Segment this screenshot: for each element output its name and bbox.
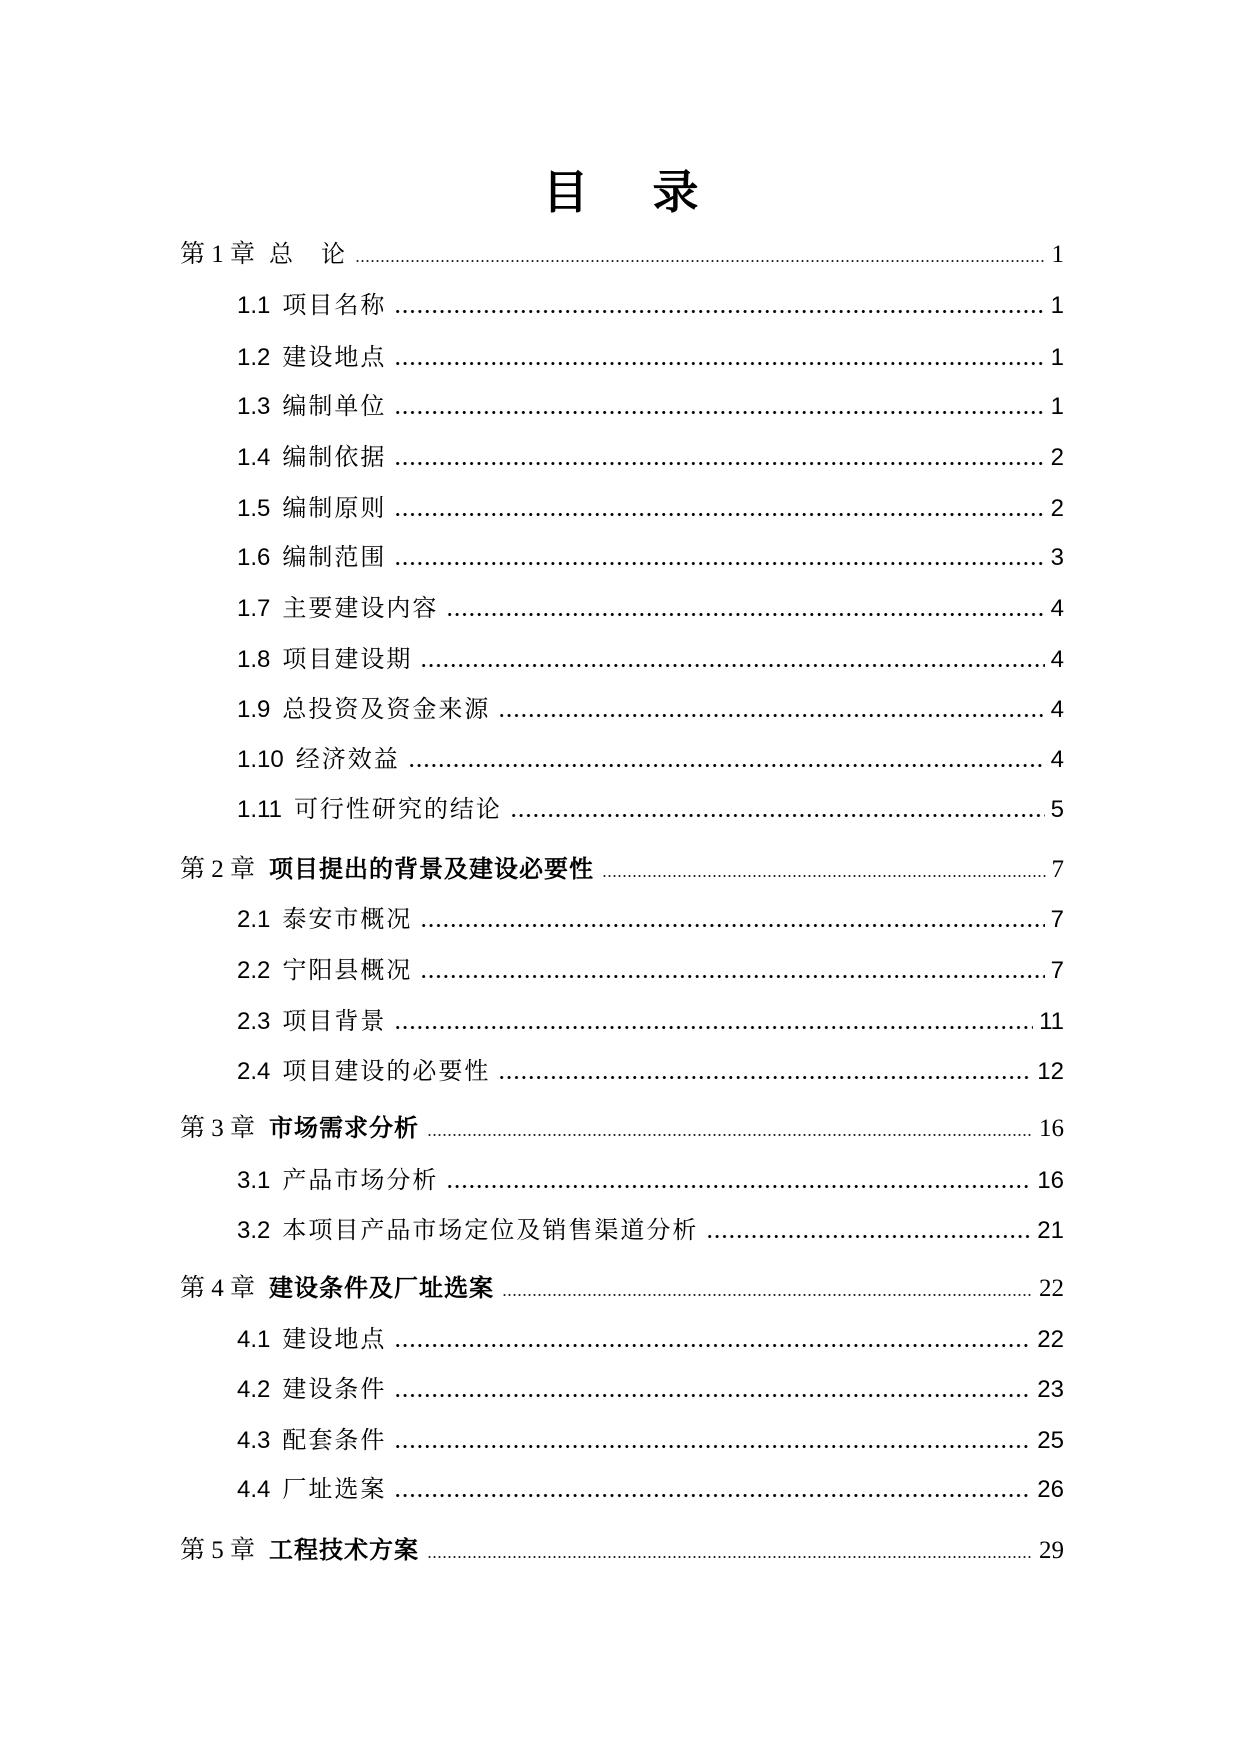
toc-section-row (237, 1424, 1064, 1458)
page-number: 1 (1050, 393, 1064, 420)
section-title: 宁阳县概况 (282, 958, 413, 984)
section-number: 4.3 (237, 1427, 271, 1454)
dot-leader (446, 1185, 1031, 1188)
section-number: 1.9 (237, 696, 271, 723)
page-number: 7 (1051, 856, 1064, 883)
toc-chapter-row (180, 852, 1064, 886)
dot-leader (394, 362, 1044, 365)
toc-section-row (237, 1214, 1064, 1248)
dot-leader (394, 310, 1044, 313)
section-title: 本项目产品市场定位及销售渠道分析 (282, 1218, 699, 1244)
page-number: 4 (1050, 595, 1064, 622)
section-title: 建设条件 (282, 1377, 387, 1403)
toc-section-row (237, 1323, 1064, 1357)
section-number: 1.7 (237, 595, 271, 622)
section-title: 编制原则 (282, 496, 387, 522)
dot-leader (394, 513, 1044, 516)
toc-section-row (237, 1473, 1064, 1507)
dot-leader (394, 462, 1044, 465)
section-title: 泰安市概况 (282, 907, 413, 933)
chapter-number: 第 3 章 (180, 1115, 256, 1142)
page-number: 3 (1050, 544, 1064, 571)
dot-leader (427, 1134, 1033, 1136)
section-title: 产品市场分析 (282, 1168, 439, 1194)
section-number: 2.4 (237, 1058, 271, 1085)
section-number: 4.4 (237, 1476, 271, 1503)
page-number: 29 (1039, 1537, 1064, 1564)
toc-section-row (237, 1005, 1064, 1039)
page-number: 2 (1050, 444, 1064, 471)
dot-leader (510, 814, 1045, 817)
section-number: 2.1 (237, 906, 271, 933)
dot-leader (502, 1294, 1033, 1296)
dot-leader (446, 613, 1044, 616)
dot-leader (420, 664, 1044, 667)
dot-leader (355, 260, 1045, 262)
section-number: 1.3 (237, 393, 271, 420)
toc-section-row (237, 1164, 1064, 1198)
page-title: 目 录 (542, 165, 699, 219)
dot-leader (602, 875, 1045, 877)
page-number: 22 (1037, 1326, 1064, 1353)
section-number: 3.1 (237, 1167, 271, 1194)
dot-leader (394, 1026, 1033, 1029)
page-number: 1 (1050, 344, 1064, 371)
toc-section-row (237, 441, 1064, 475)
toc-section-row (237, 541, 1064, 575)
dot-leader (498, 1076, 1031, 1079)
toc-section-row (237, 1055, 1064, 1089)
page-number: 4 (1050, 696, 1064, 723)
dot-leader (394, 1344, 1031, 1347)
page-number: 4 (1050, 646, 1064, 673)
section-number: 1.5 (237, 495, 271, 522)
section-number: 1.6 (237, 544, 271, 571)
dot-leader (420, 924, 1044, 927)
chapter-number: 第 5 章 (180, 1537, 256, 1564)
section-title: 配套条件 (282, 1428, 387, 1454)
section-number: 2.3 (237, 1008, 271, 1035)
section-number: 1.8 (237, 646, 271, 673)
section-title: 主要建设内容 (282, 596, 439, 622)
section-number: 1.4 (237, 444, 271, 471)
section-title: 编制范围 (282, 545, 387, 571)
chapter-title: 建设条件及厂址选案 (269, 1274, 495, 1302)
section-title: 项目建设的必要性 (282, 1059, 491, 1085)
section-title: 项目建设期 (282, 647, 413, 673)
dot-leader (408, 764, 1045, 767)
section-title: 项目背景 (282, 1009, 387, 1035)
page-number: 4 (1050, 746, 1064, 773)
section-title: 总投资及资金来源 (282, 697, 491, 723)
chapter-number: 第 1 章 (180, 241, 256, 268)
toc-section-row (237, 693, 1064, 727)
section-number: 4.2 (237, 1376, 271, 1403)
dot-leader (498, 714, 1044, 717)
section-title: 编制依据 (282, 445, 387, 471)
page-number: 11 (1039, 1008, 1064, 1035)
section-number: 3.2 (237, 1217, 271, 1244)
section-number: 1.2 (237, 344, 271, 371)
section-title: 经济效益 (295, 747, 400, 773)
toc-section-row (237, 341, 1064, 375)
dot-leader (394, 411, 1044, 414)
toc-section-row (237, 492, 1064, 526)
page-number: 12 (1037, 1058, 1064, 1085)
page-number: 25 (1037, 1427, 1064, 1454)
toc-section-row (237, 592, 1064, 626)
section-title: 编制单位 (282, 394, 387, 420)
chapter-title: 市场需求分析 (269, 1114, 420, 1142)
toc-section-row (237, 954, 1064, 988)
toc-section-row (237, 903, 1064, 937)
section-title: 厂址选案 (282, 1477, 387, 1503)
page-number: 16 (1039, 1115, 1064, 1142)
dot-leader (394, 1494, 1031, 1497)
dot-leader (706, 1235, 1031, 1238)
toc-chapter-row (180, 1271, 1064, 1305)
section-number: 4.1 (237, 1326, 271, 1353)
section-title: 项目名称 (282, 293, 387, 319)
section-title: 建设地点 (282, 1327, 387, 1353)
dot-leader (394, 1394, 1031, 1397)
toc-section-row (237, 793, 1064, 827)
toc-section-row (237, 743, 1064, 777)
page-number: 23 (1037, 1376, 1064, 1403)
chapter-title: 总 论 (269, 242, 348, 268)
dot-leader (394, 562, 1044, 565)
toc-section-row (237, 289, 1064, 323)
chapter-number: 第 4 章 (180, 1275, 256, 1302)
page-number: 21 (1037, 1217, 1064, 1244)
chapter-number: 第 2 章 (180, 856, 256, 883)
section-number: 1.1 (237, 292, 271, 319)
page-number: 22 (1039, 1275, 1064, 1302)
section-title: 可行性研究的结论 (293, 797, 502, 823)
toc-chapter-row (180, 1533, 1064, 1567)
chapter-title: 工程技术方案 (269, 1536, 420, 1564)
page-number: 2 (1050, 495, 1064, 522)
dot-leader (427, 1556, 1033, 1558)
page-number: 1 (1051, 241, 1064, 268)
page-number: 16 (1037, 1167, 1064, 1194)
page-number: 7 (1050, 957, 1064, 984)
page-number: 1 (1050, 292, 1064, 319)
dot-leader (394, 1445, 1031, 1448)
section-number: 1.11 (237, 796, 282, 823)
section-number: 1.10 (237, 746, 284, 773)
dot-leader (420, 975, 1044, 978)
page-number: 7 (1050, 906, 1064, 933)
toc-chapter-row (180, 238, 1064, 272)
section-title: 建设地点 (282, 345, 387, 371)
section-number: 2.2 (237, 957, 271, 984)
page-number: 26 (1037, 1476, 1064, 1503)
toc-section-row (237, 390, 1064, 424)
toc-section-row (237, 643, 1064, 677)
chapter-title: 项目提出的背景及建设必要性 (269, 855, 595, 883)
toc-chapter-row (180, 1111, 1064, 1145)
toc-section-row (237, 1373, 1064, 1407)
page-number: 5 (1050, 796, 1064, 823)
